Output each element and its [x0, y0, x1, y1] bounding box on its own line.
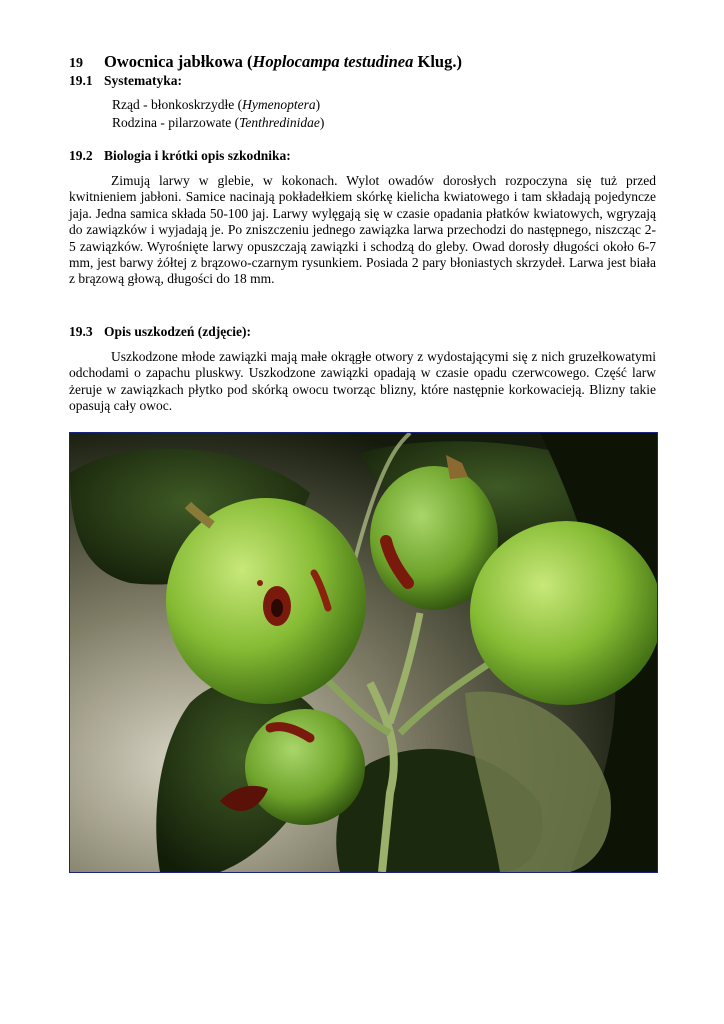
frass	[257, 580, 263, 586]
section-heading-text: Systematyka:	[104, 73, 182, 88]
damage-text: Uszkodzone młode zawiązki mają małe okrągłe otwory z wydostającymi się z nich gruzełkowatymi odchodami o zapachu pluskwy. Uszkodzone zawiązki opadają w czasie opadu czerwcowego. Część larw żeruje w zawiązkach płytko pod skórką owocu tworząc blizny, które następnie korkowacieją. Blizny takie opasują cały owoc.	[69, 349, 656, 414]
taxonomy-family-label: Rodzina - pilarzowate (	[112, 115, 240, 130]
section-number: 19.1	[69, 73, 93, 88]
damaged-apples-photo	[69, 432, 658, 873]
taxonomy-order	[112, 96, 320, 114]
chapter-title-text: Owocnica jabłkowa (	[104, 52, 253, 71]
section-heading-text: Opis uszkodzeń (zdjęcie):	[104, 324, 251, 339]
taxonomy-family-latin: Tenthredinidae	[239, 115, 320, 130]
chapter-title	[69, 52, 669, 72]
biology-text: Zimują larwy w glebie, w kokonach. Wylot owadów dorosłych rozpoczyna się tuż przed kwitnieniem jabłoni. Samice nacinają pokładełkiem skórkę kielicha kwiatowego i tam składają pojedyncze jaja. Jedna samica składa 50-100 jaj. Larwy wylęgają się w czasie opadania płatków kwiatowych, wgryzają do zawiązków i wyjadają je. Po zniszczeniu jednego zawiązka larwa przechodzi do następnego, niszcząc 2-5 zawiązków. Wyrośnięte larwy opuszczają zawiązki i schodzą do gleby. Owad dorosły długości około 6-7 mm, jest barwy żółtej z brązowo-czarnym rysunkiem. Posiada 2 pary błoniastych skrzydeł. Larwa jest biała z brązową głową, długości do 18 mm.	[69, 173, 656, 287]
section-heading-biology	[69, 148, 291, 164]
damage-paragraph	[69, 349, 656, 415]
section-number: 19.3	[69, 324, 93, 339]
taxonomy-order-label: Rząd - błonkoskrzydłe (	[112, 97, 243, 112]
apple	[470, 521, 657, 705]
section-heading-systematics	[69, 73, 182, 89]
chapter-title-author: Klug.)	[413, 52, 462, 71]
damaged-apple	[245, 709, 365, 825]
taxonomy-family	[112, 114, 324, 132]
section-heading-damage	[69, 324, 251, 340]
section-number: 19.2	[69, 148, 93, 163]
taxonomy-order-latin: Hymenoptera	[242, 97, 316, 112]
biology-paragraph	[69, 173, 656, 288]
chapter-title-latin: Hoplocampa testudinea	[252, 52, 414, 71]
taxonomy-family-close: )	[319, 115, 325, 130]
entry-hole	[271, 599, 283, 617]
photo-illustration	[70, 433, 657, 872]
chapter-number: 19	[69, 56, 83, 71]
taxonomy-order-close: )	[315, 97, 321, 112]
section-heading-text: Biologia i krótki opis szkodnika:	[104, 148, 291, 163]
